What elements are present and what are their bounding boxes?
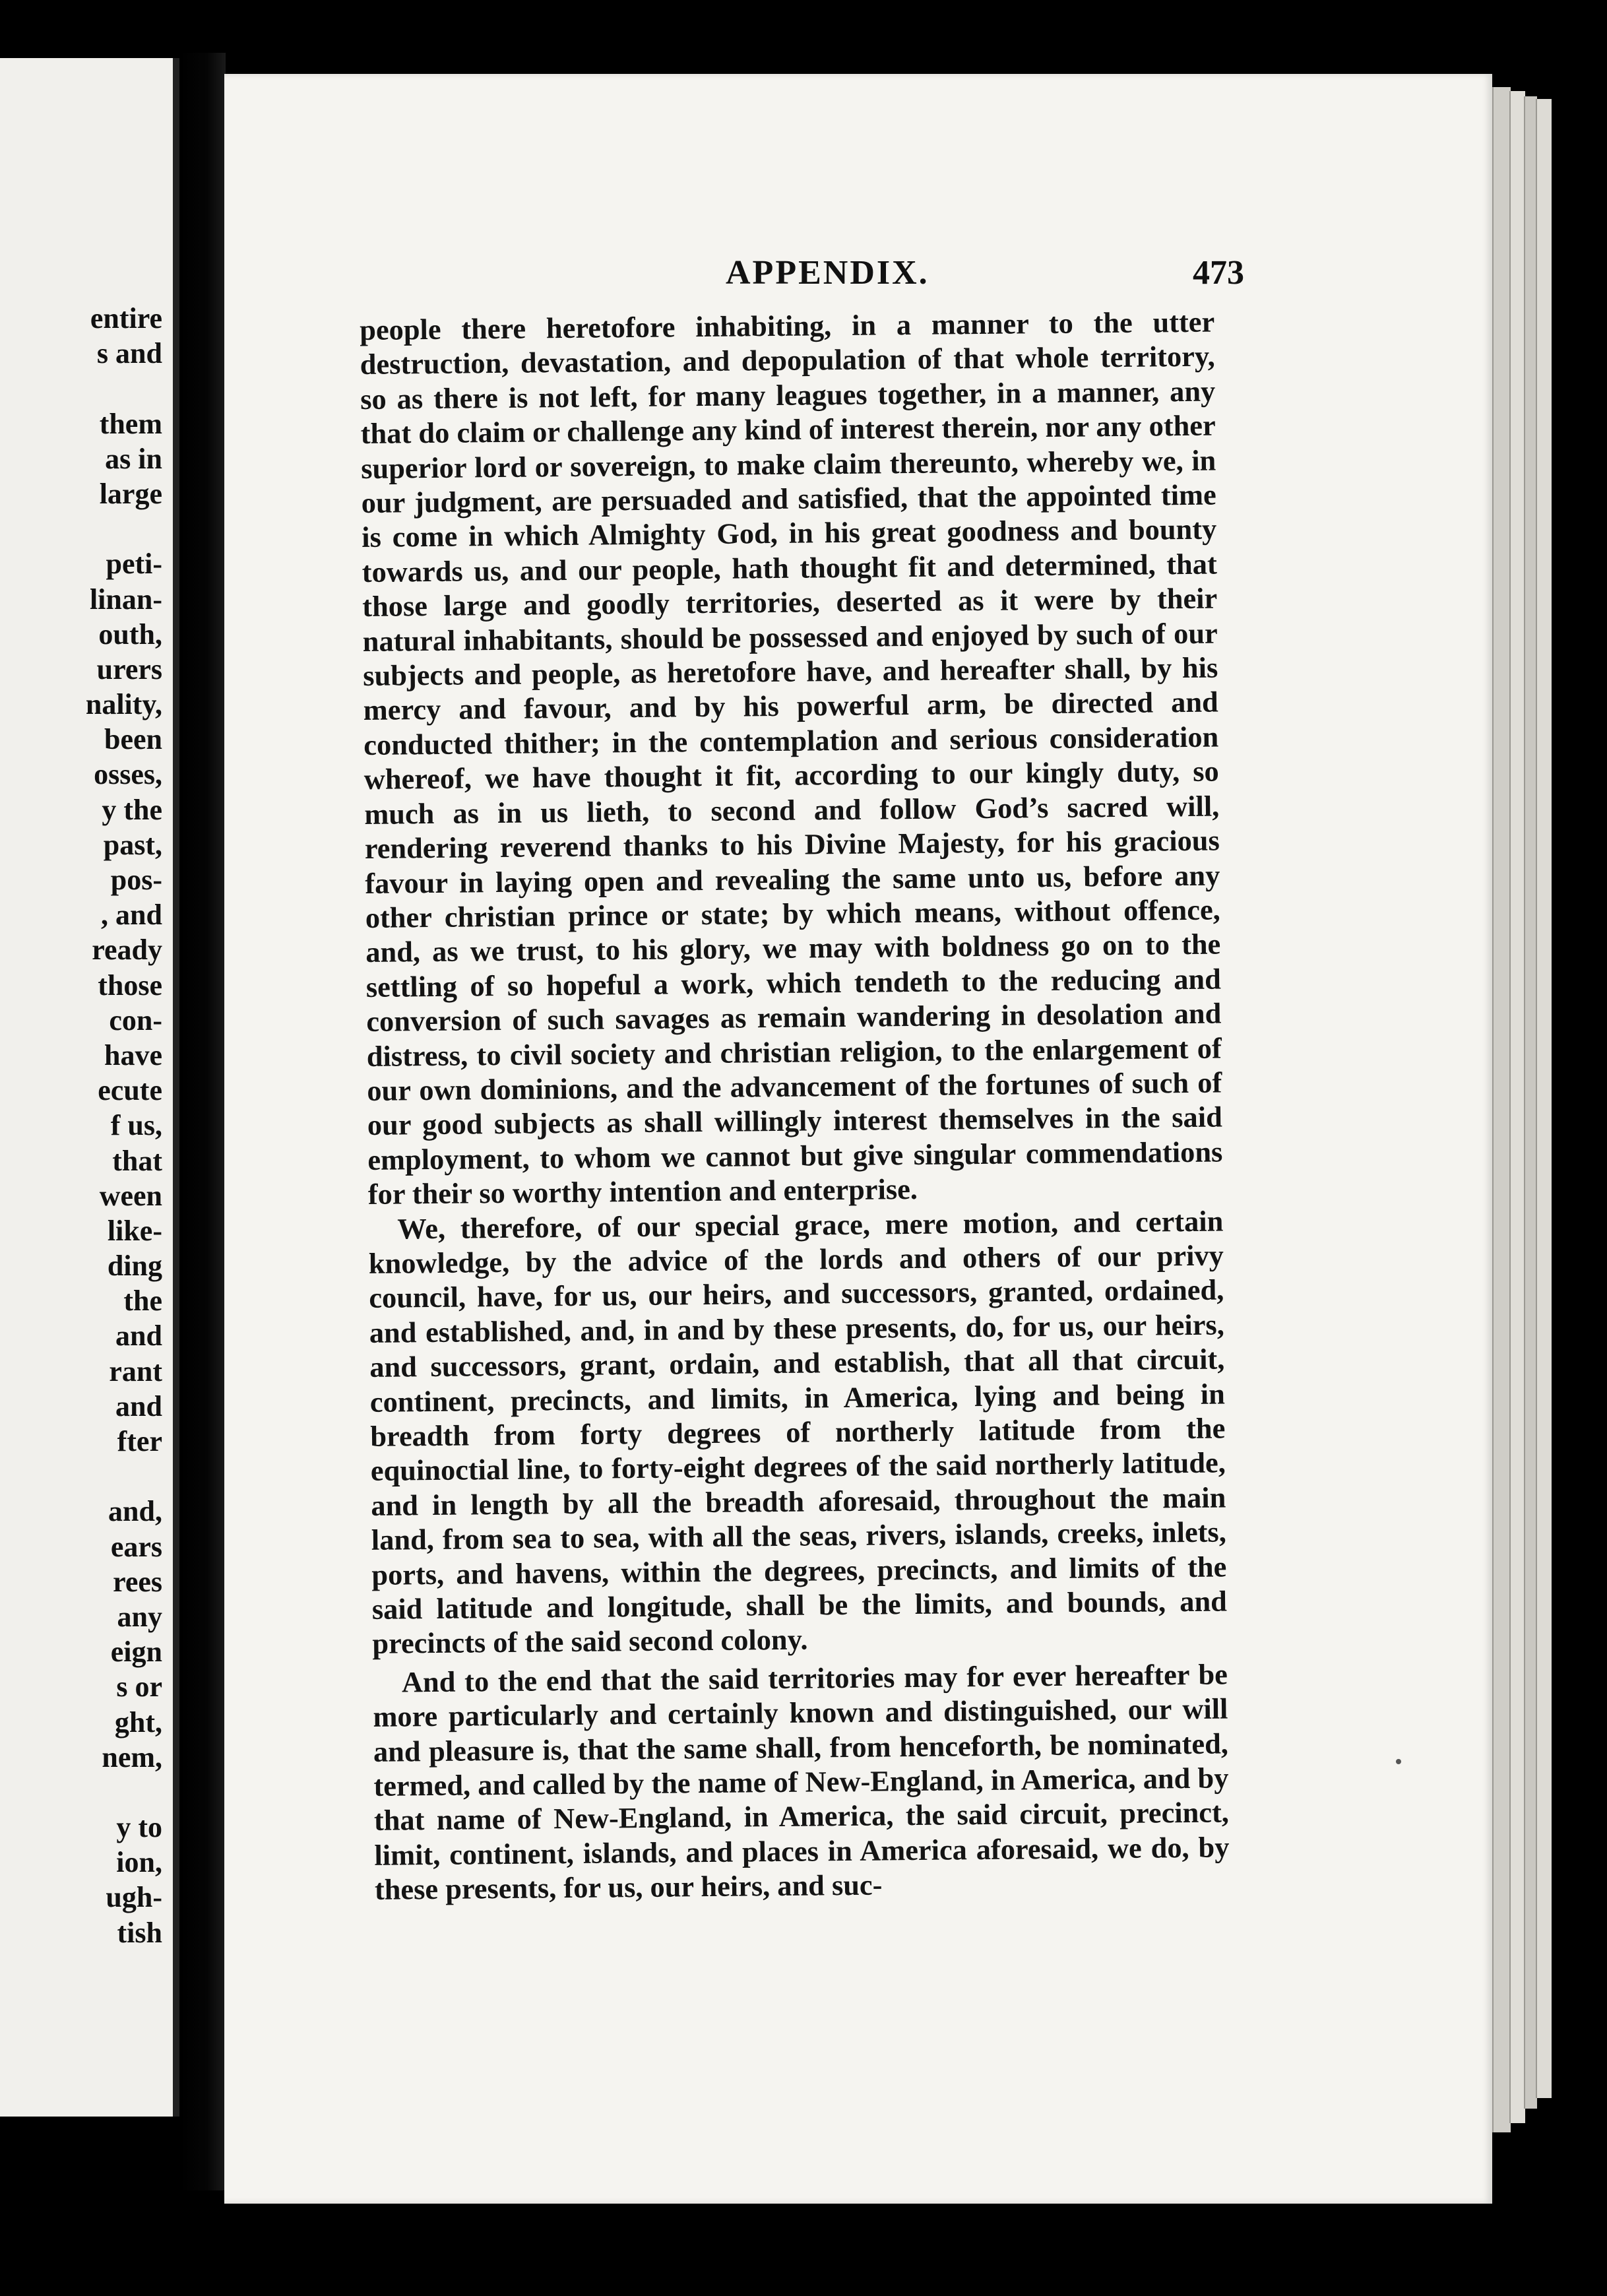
facing-page-line: those: [98, 969, 162, 1002]
facing-page-line: y to: [116, 1811, 162, 1844]
facing-page-line: tish: [117, 1916, 162, 1949]
facing-page-line: nem,: [102, 1740, 162, 1773]
facing-page-line: s and: [96, 337, 162, 370]
facing-page-line: ween: [99, 1179, 162, 1212]
page-gutter: [173, 58, 179, 2117]
facing-page-line: fter: [117, 1425, 162, 1457]
facing-page-line: that: [112, 1144, 162, 1177]
body-text: [360, 305, 1230, 1907]
facing-page-line: past,: [103, 828, 162, 861]
book-binding: [179, 53, 226, 2190]
facing-page-line: ding: [107, 1250, 162, 1283]
paragraph: people there heretofore inhabiting, in a manner to the utter destruction, devastation, and depopulation of that whole territory, so as there is not left, for many leagues together, in a manner, any that do claim or challenge any kind of interest therein, nor any other superior lord or sovereign, to make claim thereunto, whereby we, in our judgment, are persuaded and satisfied, that the appointed time is come in which Almighty God, in his great goodness and bounty towards us, and our people, hath thought fit and determined, that those large and goodly territories, deserted as it were by their natural inhabitants, should be possessed and enjoyed by such of our subjects and people, as heretofore have, and hereafter shall, by his mercy and favour, and by his powerful arm, be directed and conducted thither; in the contemplation and serious consideration whereof, we have thought it fit, according to our kingly duty, so much as in us lieth, to second and follow God’s sacred will, rendering reverend thanks to his Divine Majesty, for his gracious favour in laying open and revealing the same unto us, before any other christian prince or state; by which means, without offence, and, as we trust, to his glory, we may with boldness go on to the settling of so hopeful a work, which tendeth to the reducing and conversion of such savages as remain wandering in desolation and distress, to civil society and christian religion, to the enlargement of our own dominions, and the advancement of the fortunes of such of our good subjects as shall willingly interest themselves in the said employment, to whom we cannot but give singular commendations for their so worthy intention and enterprise.: [360, 305, 1223, 1211]
facing-page-line: the: [123, 1285, 162, 1318]
facing-page-line: them: [99, 407, 162, 440]
facing-page-line: ears: [110, 1530, 162, 1563]
facing-page-line: have: [104, 1038, 162, 1071]
facing-page-line: and: [115, 1320, 162, 1353]
page-number: 473: [1193, 254, 1244, 292]
facing-page-line: outh,: [98, 618, 162, 651]
facing-page-line: [86, 1459, 162, 1494]
running-head: [224, 247, 1492, 300]
page-stack-edge: [1536, 99, 1552, 2098]
facing-page-line: linan-: [89, 583, 162, 616]
facing-page-line: as in: [105, 442, 162, 475]
facing-page-line: ecute: [98, 1074, 162, 1107]
facing-page-line: [86, 371, 162, 406]
facing-page-line: f us,: [110, 1109, 162, 1142]
facing-page-line: pos-: [110, 864, 162, 896]
facing-page-line: any: [117, 1600, 162, 1633]
facing-page-line: entire: [90, 302, 162, 335]
paragraph: We, therefore, of our special grace, mere motion, and certain knowledge, by the advice of the lords and others of our privy council, have, for us, our heirs, and successors, granted, ordained, and established, and, in and by these presents, do, for us, our heirs, and successors, grant, ordain, and establish, that all that circuit, continent, precincts, and limits, in America, lying and being in breadth from forty degrees of northerly latitude from the equinoctial line, to forty-eight degrees of the said northerly latitude, and in length by all the breadth aforesaid, throughout the main land, from sea to sea, with all the seas, rivers, islands, creeks, inlets, ports, and havens, within the degrees, precincts, and limits of the said latitude and longitude, shall be the limits, and bounds, and precincts of the said second colony.: [368, 1204, 1228, 1661]
facing-page-line: large: [99, 477, 162, 510]
facing-page-line: ugh-: [106, 1881, 162, 1914]
page-stack-edge: [1509, 91, 1525, 2123]
facing-page-line: urers: [96, 653, 162, 686]
facing-page-line: and,: [108, 1495, 162, 1528]
facing-page-line: eign: [110, 1636, 162, 1669]
facing-page-line: and: [115, 1389, 162, 1422]
facing-page-line: [86, 1775, 162, 1810]
facing-page-line: ion,: [116, 1846, 162, 1879]
facing-page-line: , and: [101, 899, 162, 932]
facing-page-line-fragments: [86, 301, 162, 1950]
scan-speck: [1396, 1759, 1401, 1764]
facing-page-line: s or: [116, 1671, 162, 1704]
page-stack-edge: [1524, 96, 1537, 2109]
facing-page-line: like-: [107, 1214, 162, 1247]
facing-page-line: ready: [92, 934, 162, 967]
facing-page-line: con-: [109, 1004, 162, 1036]
facing-page-line: peti-: [106, 548, 162, 581]
facing-page-fragment: [0, 58, 173, 2117]
facing-page-line: ght,: [114, 1706, 162, 1738]
paragraph: And to the end that the said territories may for ever hereafter be more particularly and certainly known and distinguished, our will and pleasure is, that the same shall, from henceforth, be nominated, termed, and called by the name of New-England, in America, and by that name of New-England, in America, the said circuit, precinct, limit, continent, islands, and places in America aforesaid, we do, by these presents, for us, our heirs, and suc-: [373, 1657, 1230, 1907]
facing-page-line: [86, 511, 162, 546]
book-page: [224, 74, 1492, 2204]
running-title: APPENDIX.: [726, 254, 930, 292]
facing-page-line: rant: [109, 1355, 162, 1387]
facing-page-line: rees: [113, 1565, 162, 1598]
facing-page-line: osses,: [94, 758, 162, 791]
facing-page-line: been: [104, 723, 162, 756]
facing-page-line: y the: [102, 793, 162, 826]
page-stack-edge: [1492, 87, 1511, 2132]
facing-page-line: nality,: [85, 688, 162, 721]
